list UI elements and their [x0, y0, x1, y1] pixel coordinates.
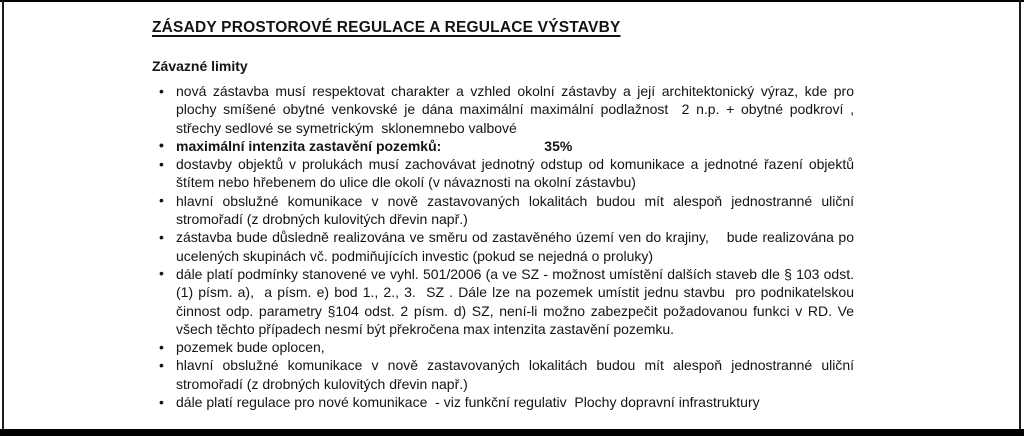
scan-border-top: [0, 0, 1024, 2]
bullet-icon: •: [159, 82, 164, 99]
bullet-text: pozemek bude oplocen,: [176, 339, 325, 356]
list-item: [152, 155, 854, 192]
document-title: ZÁSADY PROSTOROVÉ REGULACE A REGULACE VÝSTAVBY: [152, 19, 621, 36]
scan-border-left: [2, 0, 4, 436]
bullet-value: 35%: [544, 137, 573, 154]
bullet-text: nová zástavba musí respektovat charakter a vzhled okolní zástavby a její architektonický výraz, kde pro plochy smíšené obytné venkovské je dána maximální maximální podlažnost 2 n.p. + obytné podkroví , střechy sedlové se symetrickým sklonemnebo valbové: [176, 83, 854, 136]
list-item: [152, 137, 854, 155]
scan-border-right: [1019, 0, 1021, 436]
bullet-icon: •: [159, 192, 164, 209]
bullet-icon: •: [159, 338, 164, 355]
scan-border-bottom: [0, 429, 1024, 436]
bullet-icon: •: [159, 137, 164, 154]
bullet-icon: •: [159, 265, 164, 282]
bullet-text: dostavby objektů v prolukách musí zachovávat jednotný odstup od komunikace a jednotné řazení objektů štítem nebo hřebenem do ulice dle okolí (v návaznosti na okolní zástavbu): [176, 156, 854, 191]
bullet-icon: •: [159, 393, 164, 410]
bullet-text: dále platí podmínky stanovené ve vyhl. 501/2006 (a ve SZ - možnost umístění dalších staveb dle § 103 odst. (1) písm. a), a písm. e) bod 1., 2., 3. SZ . Dále lze na pozemek umístit jednu stavbu pro podnikatelskou činnost odp. parametry §104 odst. 2 písm. d) SZ, není-li možno zabezpečit požadovanou funkci v RD. Ve všech těchto případech nesmí být překročena max intenzita zastavění pozemku.: [176, 265, 854, 337]
list-item: [152, 82, 854, 137]
bullet-text: dále platí regulace pro nové komunikace - viz funkční regulativ Plochy dopravní infrastruktury: [176, 394, 760, 411]
list-item: [152, 228, 854, 265]
bullet-icon: •: [159, 356, 164, 373]
bullet-icon: •: [159, 228, 164, 245]
list-item: [152, 338, 854, 356]
list-item: [152, 356, 854, 393]
bullet-icon: •: [159, 155, 164, 172]
bullet-text: hlavní obslužné komunikace v nově zastavovaných lokalitách budou mít alespoň jednostranné uliční stromořadí (z drobných kulovitých dřevin např.): [176, 357, 854, 392]
bullet-text: maximální intenzita zastavění pozemků:: [176, 137, 442, 154]
section-heading: Závazné limity: [152, 58, 248, 74]
bullet-text: hlavní obslužné komunikace v nově zastavovaných lokalitách budou mít alespoň jednostranné uliční stromořadí (z drobných kulovitých dřevin např.): [176, 192, 854, 228]
list-item: [152, 192, 854, 229]
limits-list: [152, 82, 854, 411]
bullet-text: zástavba bude důsledně realizována ve směru od zastavěného území ven do krajiny, bude realizována po ucelených skupinách vč. podmiňujících investic (pokud se nejedná o proluky): [176, 229, 854, 264]
list-item: [152, 393, 854, 411]
document-content: [152, 19, 854, 411]
list-item: [152, 265, 854, 338]
